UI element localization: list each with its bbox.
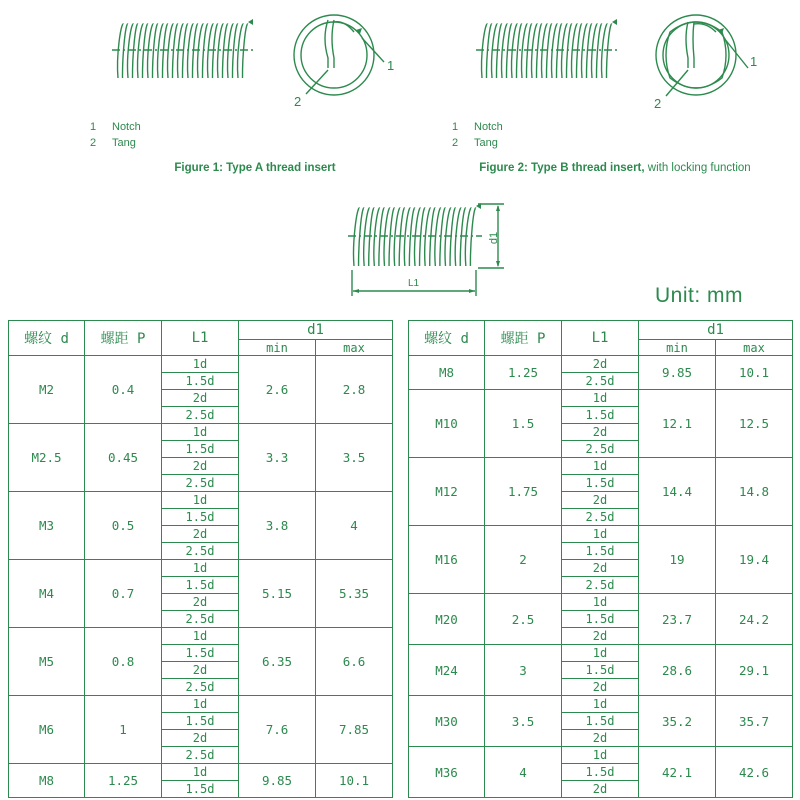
- length-cell: 2.5d: [562, 441, 639, 458]
- thread-size-cell: M30: [409, 696, 485, 747]
- header-l1: L1: [162, 321, 239, 356]
- length-cell: 1.5d: [162, 645, 239, 662]
- thread-size-cell: M24: [409, 645, 485, 696]
- length-cell: 2d: [162, 526, 239, 543]
- pitch-cell: 3: [485, 645, 562, 696]
- d1-min-cell: 42.1: [639, 747, 716, 798]
- d1-min-cell: 23.7: [639, 594, 716, 645]
- header-pitch: 螺距 P: [85, 321, 162, 356]
- length-cell: 1d: [162, 356, 239, 373]
- d1-min-cell: 28.6: [639, 645, 716, 696]
- figure-2-caption: [460, 162, 770, 175]
- table-row: [9, 560, 393, 577]
- d1-max-cell: 24.2: [716, 594, 793, 645]
- length-cell: 2d: [162, 730, 239, 747]
- d1-max-cell: 5.35: [316, 560, 393, 628]
- table-row: [9, 764, 393, 781]
- figure-2-callout-notch: 1: [750, 54, 758, 69]
- length-cell: 1d: [162, 424, 239, 441]
- length-cell: 1.5d: [562, 713, 639, 730]
- pitch-cell: 1.75: [485, 458, 562, 526]
- spec-table-left: [8, 320, 393, 798]
- legend-item: [452, 135, 503, 151]
- figure-2-coil-drawing: [472, 14, 632, 94]
- length-cell: 2d: [562, 560, 639, 577]
- legend-label: Notch: [474, 121, 503, 133]
- length-cell: 2.5d: [562, 373, 639, 390]
- length-cell: 1.5d: [562, 662, 639, 679]
- d1-max-cell: 29.1: [716, 645, 793, 696]
- length-cell: 2d: [162, 458, 239, 475]
- d1-max-cell: 14.8: [716, 458, 793, 526]
- d1-min-cell: 14.4: [639, 458, 716, 526]
- length-cell: 1d: [562, 526, 639, 543]
- figure-1-callout-notch: 1: [387, 58, 395, 73]
- pitch-cell: 0.7: [85, 560, 162, 628]
- figure-2-callout-tang: 2: [654, 96, 662, 111]
- length-cell: 2d: [562, 730, 639, 747]
- legend-label: Tang: [474, 137, 498, 149]
- thread-size-cell: M4: [9, 560, 85, 628]
- d1-max-cell: 4: [316, 492, 393, 560]
- length-cell: 2d: [562, 679, 639, 696]
- legend-number: 1: [90, 121, 97, 133]
- d1-min-cell: 19: [639, 526, 716, 594]
- d1-min-cell: 3.3: [239, 424, 316, 492]
- header-d1: d1: [639, 321, 793, 340]
- unit-label: Unit: mm: [655, 284, 743, 307]
- length-cell: 1.5d: [562, 611, 639, 628]
- length-cell: 1.5d: [162, 577, 239, 594]
- thread-size-cell: M10: [409, 390, 485, 458]
- d1-max-cell: 3.5: [316, 424, 393, 492]
- d1-max-cell: 19.4: [716, 526, 793, 594]
- length-cell: 2d: [162, 662, 239, 679]
- header-min: min: [239, 340, 316, 356]
- d1-min-cell: 2.6: [239, 356, 316, 424]
- table-row: [409, 594, 793, 611]
- d1-max-cell: 7.85: [316, 696, 393, 764]
- pitch-cell: 0.8: [85, 628, 162, 696]
- length-cell: 1d: [562, 645, 639, 662]
- figure-1-coil-drawing: [108, 14, 268, 94]
- spec-table-body: [409, 356, 793, 798]
- length-cell: 1.5d: [162, 713, 239, 730]
- legend-item: [90, 119, 141, 135]
- pitch-cell: 1.25: [485, 356, 562, 390]
- d1-min-cell: 12.1: [639, 390, 716, 458]
- pitch-cell: 2.5: [485, 594, 562, 645]
- length-cell: 1.5d: [562, 543, 639, 560]
- d1-max-cell: 35.7: [716, 696, 793, 747]
- thread-size-cell: M3: [9, 492, 85, 560]
- figure-3-dimension-drawing: [340, 198, 520, 298]
- length-cell: 2.5d: [162, 475, 239, 492]
- d1-min-cell: 9.85: [639, 356, 716, 390]
- thread-size-cell: M5: [9, 628, 85, 696]
- thread-size-cell: M2: [9, 356, 85, 424]
- legend-label: Tang: [112, 137, 136, 149]
- length-cell: 2.5d: [562, 577, 639, 594]
- length-cell: 2d: [562, 424, 639, 441]
- pitch-cell: 2: [485, 526, 562, 594]
- spec-table-body: [9, 356, 393, 798]
- length-cell: 1d: [162, 492, 239, 509]
- length-cell: 2d: [562, 356, 639, 373]
- header-max: max: [716, 340, 793, 356]
- d1-max-cell: 42.6: [716, 747, 793, 798]
- pitch-cell: 0.5: [85, 492, 162, 560]
- pitch-cell: 3.5: [485, 696, 562, 747]
- legend-number: 2: [452, 137, 459, 149]
- figure-1-callout-tang: 2: [294, 94, 302, 109]
- table-row: [409, 458, 793, 475]
- pitch-cell: 1.25: [85, 764, 162, 798]
- legend-number: 1: [452, 121, 459, 133]
- thread-size-cell: M16: [409, 526, 485, 594]
- d1-min-cell: 35.2: [639, 696, 716, 747]
- table-row: [409, 645, 793, 662]
- l1-dimension-label: L1: [408, 278, 420, 289]
- d1-max-cell: 10.1: [716, 356, 793, 390]
- length-cell: 1d: [562, 594, 639, 611]
- d1-min-cell: 5.15: [239, 560, 316, 628]
- length-cell: 1.5d: [562, 475, 639, 492]
- length-cell: 2.5d: [162, 747, 239, 764]
- length-cell: 2d: [562, 628, 639, 645]
- thread-size-cell: M12: [409, 458, 485, 526]
- table-row: [409, 356, 793, 373]
- pitch-cell: 0.45: [85, 424, 162, 492]
- figure-1-caption-title: Figure 1: Type A thread insert: [174, 162, 336, 174]
- d1-min-cell: 7.6: [239, 696, 316, 764]
- table-row: [409, 696, 793, 713]
- table-row: [9, 492, 393, 509]
- d1-dimension-label: d1: [488, 231, 501, 245]
- length-cell: 1.5d: [162, 781, 239, 798]
- header-thread: 螺纹 d: [9, 321, 85, 356]
- figure-2-caption-rest: with locking function: [644, 162, 751, 174]
- thread-size-cell: M6: [9, 696, 85, 764]
- header-l1: L1: [562, 321, 639, 356]
- legend-item: [452, 119, 503, 135]
- d1-max-cell: 12.5: [716, 390, 793, 458]
- legend-label: Notch: [112, 121, 141, 133]
- table-row: [409, 390, 793, 407]
- header-d1: d1: [239, 321, 393, 340]
- d1-min-cell: 9.85: [239, 764, 316, 798]
- header-pitch: 螺距 P: [485, 321, 562, 356]
- figure-1-caption: [140, 162, 370, 175]
- pitch-cell: 0.4: [85, 356, 162, 424]
- length-cell: 2d: [562, 492, 639, 509]
- d1-max-cell: 10.1: [316, 764, 393, 798]
- figure-1-legend: [90, 119, 141, 151]
- length-cell: 2.5d: [162, 407, 239, 424]
- thread-size-cell: M2.5: [9, 424, 85, 492]
- length-cell: 2d: [162, 390, 239, 407]
- pitch-cell: 1: [85, 696, 162, 764]
- length-cell: 1d: [162, 628, 239, 645]
- length-cell: 1d: [562, 747, 639, 764]
- length-cell: 1d: [162, 696, 239, 713]
- length-cell: 1.5d: [562, 764, 639, 781]
- table-row: [409, 526, 793, 543]
- d1-min-cell: 3.8: [239, 492, 316, 560]
- length-cell: 2.5d: [562, 509, 639, 526]
- length-cell: 2.5d: [162, 611, 239, 628]
- pitch-cell: 4: [485, 747, 562, 798]
- figure-2-legend: [452, 119, 503, 151]
- length-cell: 1.5d: [162, 509, 239, 526]
- coil-side-view-a: [108, 14, 268, 94]
- thread-size-cell: M8: [409, 356, 485, 390]
- legend-item: [90, 135, 141, 151]
- header-max: max: [316, 340, 393, 356]
- length-cell: 1d: [562, 696, 639, 713]
- length-cell: 1d: [162, 560, 239, 577]
- length-cell: 1d: [162, 764, 239, 781]
- length-cell: 2d: [562, 781, 639, 798]
- thread-size-cell: M8: [9, 764, 85, 798]
- spec-table-right: [408, 320, 793, 798]
- coil-dimension-view: [340, 198, 520, 298]
- table-row: [9, 628, 393, 645]
- table-row: [409, 747, 793, 764]
- legend-number: 2: [90, 137, 97, 149]
- table-row: [9, 356, 393, 373]
- table-row: [9, 696, 393, 713]
- d1-max-cell: 2.8: [316, 356, 393, 424]
- d1-max-cell: 6.6: [316, 628, 393, 696]
- length-cell: 1d: [562, 390, 639, 407]
- length-cell: 2.5d: [162, 543, 239, 560]
- thread-size-cell: M36: [409, 747, 485, 798]
- length-cell: 1.5d: [162, 373, 239, 390]
- coil-side-view-b: [472, 14, 632, 94]
- length-cell: 2.5d: [162, 679, 239, 696]
- length-cell: 1.5d: [562, 407, 639, 424]
- table-row: [9, 424, 393, 441]
- pitch-cell: 1.5: [485, 390, 562, 458]
- figure-2-caption-title: Figure 2: Type B thread insert,: [479, 162, 645, 174]
- length-cell: 1d: [562, 458, 639, 475]
- header-min: min: [639, 340, 716, 356]
- thread-size-cell: M20: [409, 594, 485, 645]
- length-cell: 2d: [162, 594, 239, 611]
- d1-min-cell: 6.35: [239, 628, 316, 696]
- length-cell: 1.5d: [162, 441, 239, 458]
- header-thread: 螺纹 d: [409, 321, 485, 356]
